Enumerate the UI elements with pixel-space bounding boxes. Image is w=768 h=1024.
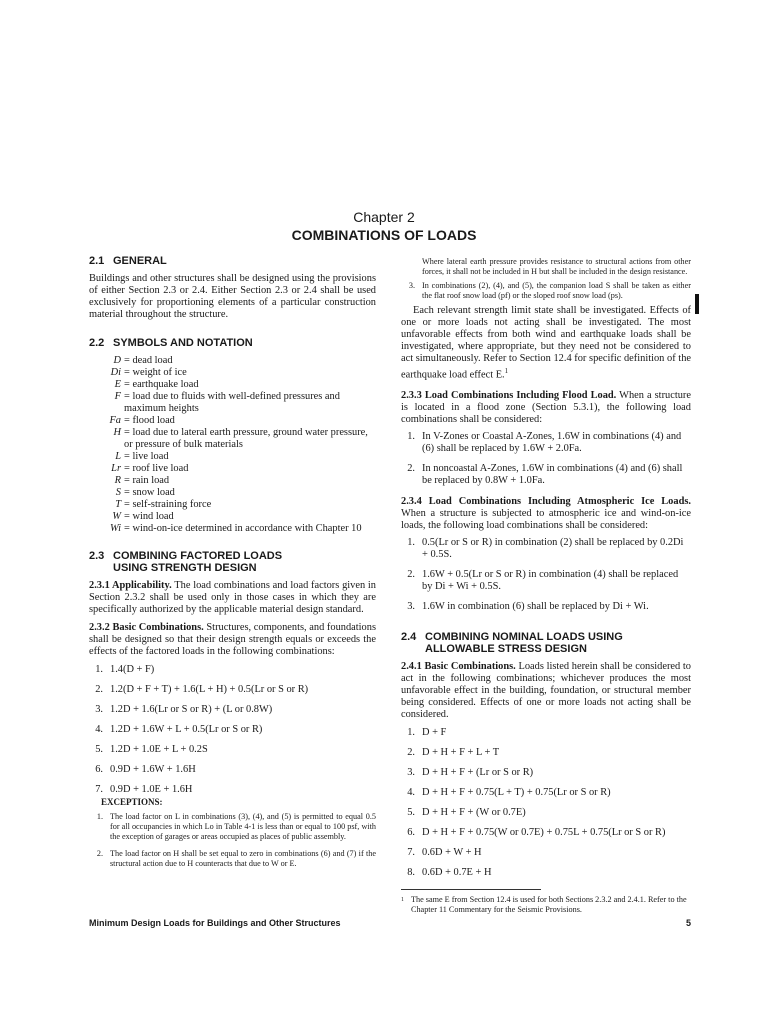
symbol-row [89, 463, 376, 475]
page-footer [89, 918, 691, 928]
subsection-heading: 2.4.1 Basic Combinations. [401, 661, 516, 673]
section-number: 2.1 [89, 255, 105, 267]
strength-limit-paragraph [401, 305, 691, 381]
subsection-text: The load combinations and load factors given in Section 2.3.2 shall be used only in those cases in which they are specifically authorized by the applicable material design standard. [89, 580, 376, 615]
symbol-row [89, 427, 376, 451]
list-item: 1. D + F [407, 727, 447, 739]
strength-combination-list [89, 664, 376, 796]
symbol-definition: = snow load [124, 487, 175, 498]
symbol: T [115, 499, 121, 510]
symbol: R [114, 475, 121, 486]
symbol: Di [110, 367, 121, 378]
symbol-definition: = live load [124, 451, 169, 462]
list-item: 2. In noncoastal A-Zones, 1.6W in combinations (4) and (6) shall be replaced by 0.8W + 1.0Fa. [407, 463, 683, 487]
footnote-rule [401, 889, 541, 890]
list-item: 1. 0.5(Lr or S or R) in combination (2) shall be replaced by 0.2Di + 0.5S. [407, 537, 684, 561]
exception-item: 3. In combinations (2), (4), and (5), the companion load S shall be taken as either the flat roof snow load (pf) or the sloped roof snow load (ps). [408, 281, 691, 300]
symbol-definition: = roof live load [124, 463, 189, 474]
asd-basic-combinations-paragraph [401, 661, 691, 721]
symbol-definition: = load due to lateral earth pressure, ground water pressure, or pressure of bulk materials [124, 427, 368, 450]
change-bar [695, 294, 699, 314]
symbol-row [89, 475, 376, 487]
chapter-title: COMBINATIONS OF LOADS [291, 227, 477, 243]
list-item: 7. 0.9D + 1.0E + 1.6H [95, 784, 193, 795]
symbol: S [115, 487, 121, 498]
symbol-definition: = load due to fluids with well-defined pressures and maximum heights [124, 391, 340, 414]
section-number: 2.4 [401, 631, 417, 644]
section-heading-2-1 [89, 255, 376, 267]
symbol: H [113, 427, 121, 438]
symbol-row [89, 487, 376, 499]
list-item: 2. 1.6W + 0.5(Lr or S or R) in combination (4) shall be replaced by Di + Wi + 0.5S. [407, 569, 679, 593]
symbol-row [89, 499, 376, 511]
symbol-row [89, 355, 376, 367]
symbol-definition: = self-straining force [124, 499, 212, 510]
subsection-heading: 2.3.1 Applicability. [89, 580, 172, 591]
symbol-row [89, 415, 376, 427]
symbol: E [114, 379, 121, 390]
ice-load-paragraph [401, 496, 691, 532]
exceptions-list-part2 [401, 257, 691, 301]
symbol-definition: = rain load [124, 475, 170, 486]
list-item: 7. 0.6D + W + H [407, 847, 482, 859]
list-item: 3. D + H + F + (Lr or S or R) [407, 767, 534, 779]
general-paragraph: Buildings and other structures shall be designed using the provisions of either Section 2.3 or 2.4. Either Section 2.3 or 2.4 shall be used exclusively for proportioning elements of a particular construction material throughout the structure. [89, 273, 376, 320]
list-item: 1. 1.4(D + F) [95, 664, 155, 675]
ice-combination-list [401, 537, 691, 613]
list-item: 4. D + H + F + 0.75(L + T) + 0.75(Lr or S or R) [407, 787, 611, 799]
footnote-text: The same E from Section 12.4 is used for both Sections 2.3.2 and 2.4.1. Refer to the Chapter 11 Commentary for the Seismic Provisions. [411, 895, 687, 915]
section-heading-2-2 [89, 337, 376, 349]
list-item: 2. D + H + F + L + T [407, 747, 500, 759]
section-title-line1: COMBINING NOMINAL LOADS USING [425, 631, 623, 644]
section-title-line1: COMBINING FACTORED LOADS [113, 550, 283, 562]
list-item: 3. 1.6W in combination (6) shall be replaced by Di + Wi. [407, 601, 649, 613]
footnote-marker: 1 [504, 367, 509, 375]
list-item: 1. In V-Zones or Coastal A-Zones, 1.6W in combinations (4) and (6) shall be replaced by 1.6W + 2.0Fa. [407, 431, 682, 455]
subsection-heading: 2.3.4 Load Combinations Including Atmospheric Ice Loads. [401, 496, 691, 508]
list-item: 6. 0.9D + 1.6W + 1.6H [95, 764, 196, 775]
list-item: 5. D + H + F + (W or 0.7E) [407, 807, 526, 819]
footnote-number: 1 [401, 897, 404, 904]
subsection-text: Structures, components, and foundations shall be designed so that their design strength equals or exceeds the effects of the factored loads in the following combinations: [89, 622, 376, 657]
list-item: 6. D + H + F + 0.75(W or 0.7E) + 0.75L + 0.75(Lr or S or R) [407, 827, 666, 839]
symbol-definition: = earthquake load [124, 379, 199, 390]
symbol: L [115, 451, 121, 462]
basic-combinations-paragraph [89, 622, 376, 658]
list-item: 2. 1.2(D + F + T) + 1.6(L + H) + 0.5(Lr or S or R) [95, 684, 309, 695]
list-item: 8. 0.6D + 0.7E + H [407, 867, 492, 879]
chapter-heading [0, 209, 768, 244]
flood-load-paragraph [401, 390, 691, 426]
right-column [401, 257, 691, 915]
symbol-definition: = wind load [124, 511, 174, 522]
asd-combination-list [401, 727, 691, 879]
exception-item: 1. The load factor on L in combinations (3), (4), and (5) is permitted to equal 0.5 for all occupancies in which Lo in Table 4-1 is less than or equal to 100 psf, with the exception of garages or areas occupied as places of public assembly. [96, 812, 376, 841]
list-item: 5. 1.2D + 1.0E + L + 0.2S [95, 744, 208, 755]
symbol-definition: = weight of ice [124, 367, 187, 378]
page-number: 5 [685, 918, 691, 928]
symbol-row [89, 511, 376, 523]
subsection-text: Loads listed herein shall be considered to act in the following combinations; whichever produces the most unfavorable effect in the building, foundation, or structural member being considered. Effects of one or more loads not acting shall be considered. [401, 661, 691, 721]
symbol-definition: = dead load [124, 355, 173, 366]
section-title-line2: ALLOWABLE STRESS DESIGN [425, 643, 587, 656]
footnote [401, 895, 691, 915]
symbol: Lr [111, 463, 121, 474]
exception-item: 2. The load factor on H shall be set equal to zero in combinations (6) and (7) if the structural action due to H counteracts that due to W or E. [96, 849, 376, 868]
symbol: W [112, 511, 121, 522]
symbol-row [89, 391, 376, 415]
subsection-text: When a structure is subjected to atmospheric ice and wind-on-ice loads, the following load combinations shall be considered: [401, 508, 691, 532]
paragraph-text: Each relevant strength limit state shall be investigated. Effects of one or more loads not acting shall be investigated. The most unfavorable effects from both wind and earthquake loads shall be investigated, where appropriate, but they need not be considered to act simultaneously. Refer to Section 12.4 for specific definition of the earthquake load effect E. [401, 305, 691, 381]
list-item: 3. 1.2D + 1.6(Lr or S or R) + (L or 0.8W) [95, 704, 273, 715]
symbol-row [89, 379, 376, 391]
applicability-paragraph [89, 580, 376, 616]
symbol-row [89, 523, 376, 535]
exception-item-continued: Where lateral earth pressure provides resistance to structural actions from other forces, it shall not be included in H but shall be included in the design resistance. [422, 257, 691, 276]
section-heading-2-3 [89, 550, 376, 574]
symbol-definition: = flood load [124, 415, 175, 426]
exceptions-list-part1 [89, 812, 376, 869]
section-heading-2-4 [401, 631, 691, 655]
chapter-label: Chapter 2 [353, 209, 415, 225]
symbol: D [113, 355, 121, 366]
symbol-row [89, 367, 376, 379]
list-item: 4. 1.2D + 1.6W + L + 0.5(Lr or S or R) [95, 724, 263, 735]
footer-title: Minimum Design Loads for Buildings and Other Structures [89, 918, 341, 928]
left-column [89, 255, 376, 869]
exceptions-title: EXCEPTIONS: [101, 797, 163, 807]
symbol: F [114, 391, 121, 402]
section-title-line2: USING STRENGTH DESIGN [113, 562, 257, 574]
subsection-heading: 2.3.3 Load Combinations Including Flood Load. [401, 390, 617, 402]
symbol-list [89, 355, 376, 535]
section-number: 2.2 [89, 337, 105, 349]
flood-combination-list [401, 431, 691, 487]
symbol-definition: = wind-on-ice determined in accordance with Chapter 10 [124, 523, 362, 534]
symbol: Wi [110, 523, 121, 534]
subsection-text: When a structure is located in a flood zone (Section 5.3.1), the following load combinations shall be considered: [401, 390, 691, 426]
subsection-heading: 2.3.2 Basic Combinations. [89, 622, 204, 633]
section-title: GENERAL [113, 255, 167, 267]
section-number: 2.3 [89, 550, 105, 562]
symbol: Fa [109, 415, 121, 426]
symbol-row [89, 451, 376, 463]
section-title: SYMBOLS AND NOTATION [113, 337, 253, 349]
